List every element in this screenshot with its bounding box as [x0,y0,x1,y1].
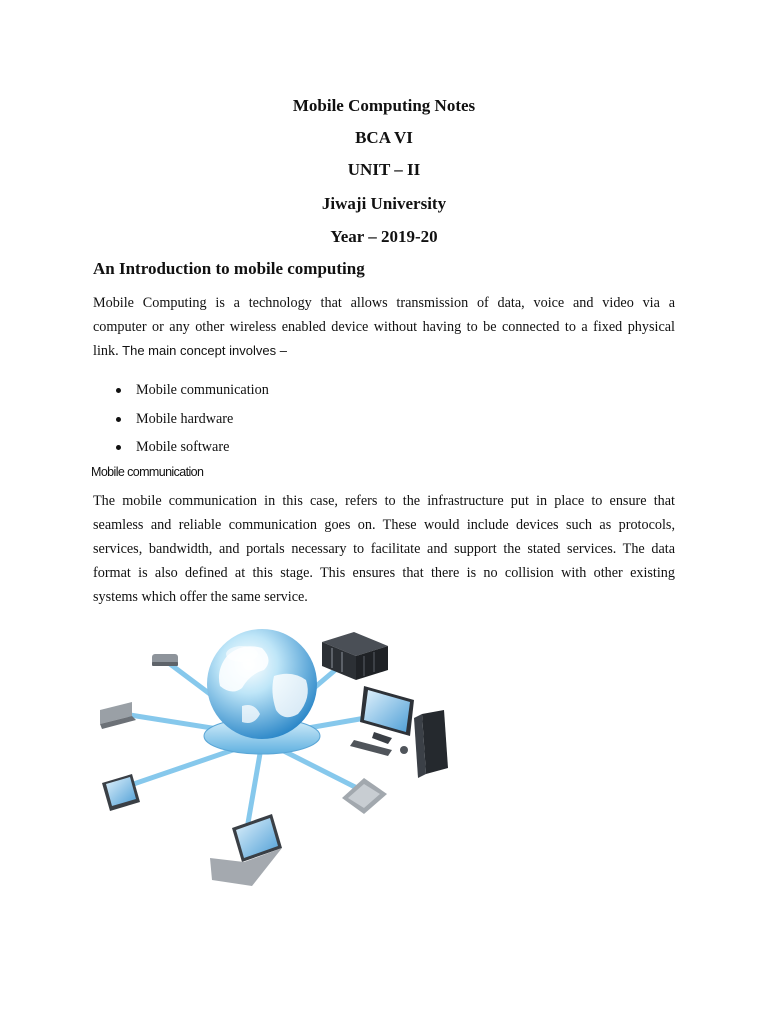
laptop-icon [210,814,282,886]
mc-line-2: seamless and reliable communication goes on. These would include devices such as protocols, [93,517,675,533]
university-name: Jiwaji University [321,194,447,213]
course-name: BCA VI [355,128,413,147]
document-title: Mobile Computing Notes [292,96,476,115]
list-item-label: Mobile software [136,439,230,455]
mouse-icon [400,746,408,754]
mobile-communication-paragraph [93,489,675,609]
mc-line-4: format is also defined at this stage. This ensures that there is no collision with other existing [93,565,675,581]
intro-line-1: Mobile Computing is a technology that allows transmission of data, voice and video via a [93,295,675,311]
list-item-label: Mobile hardware [136,410,234,427]
mc-line-3: services, bandwidth, and portals necessary to facilitate and support the stated services. The data [93,541,675,557]
list-item [112,407,269,436]
bullet-icon [116,388,121,393]
intro-paragraph [93,291,675,363]
laptop-icon [100,702,136,729]
mc-line-5: systems which offer the same service. [93,589,308,605]
router-icon [152,654,178,666]
list-item [112,378,269,407]
intro-line-3 [93,339,675,363]
intro-heading: An Introduction to mobile computing [93,259,365,278]
intro-line-3-start: link. [93,343,123,359]
list-item [112,435,269,464]
mc-line-1: The mobile communication in this case, refers to the infrastructure put in place to ensure that [93,493,675,509]
intro-line-2: computer or any other wireless enabled device without having to be connected to a fixed physical [93,319,675,335]
tablet-icon [102,774,140,811]
concept-list [112,378,269,464]
globe-icon [207,629,317,739]
intro-line-3-end: The main concept involves – [122,343,287,358]
academic-year: Year – 2019-20 [330,227,438,246]
bullet-icon [116,445,121,450]
unit-label: UNIT – II [347,160,421,179]
mobile-communication-heading: Mobile communication [91,465,204,479]
bullet-icon [116,417,121,422]
list-item-label: Mobile communication [136,382,269,398]
network-globe-illustration [92,618,462,893]
